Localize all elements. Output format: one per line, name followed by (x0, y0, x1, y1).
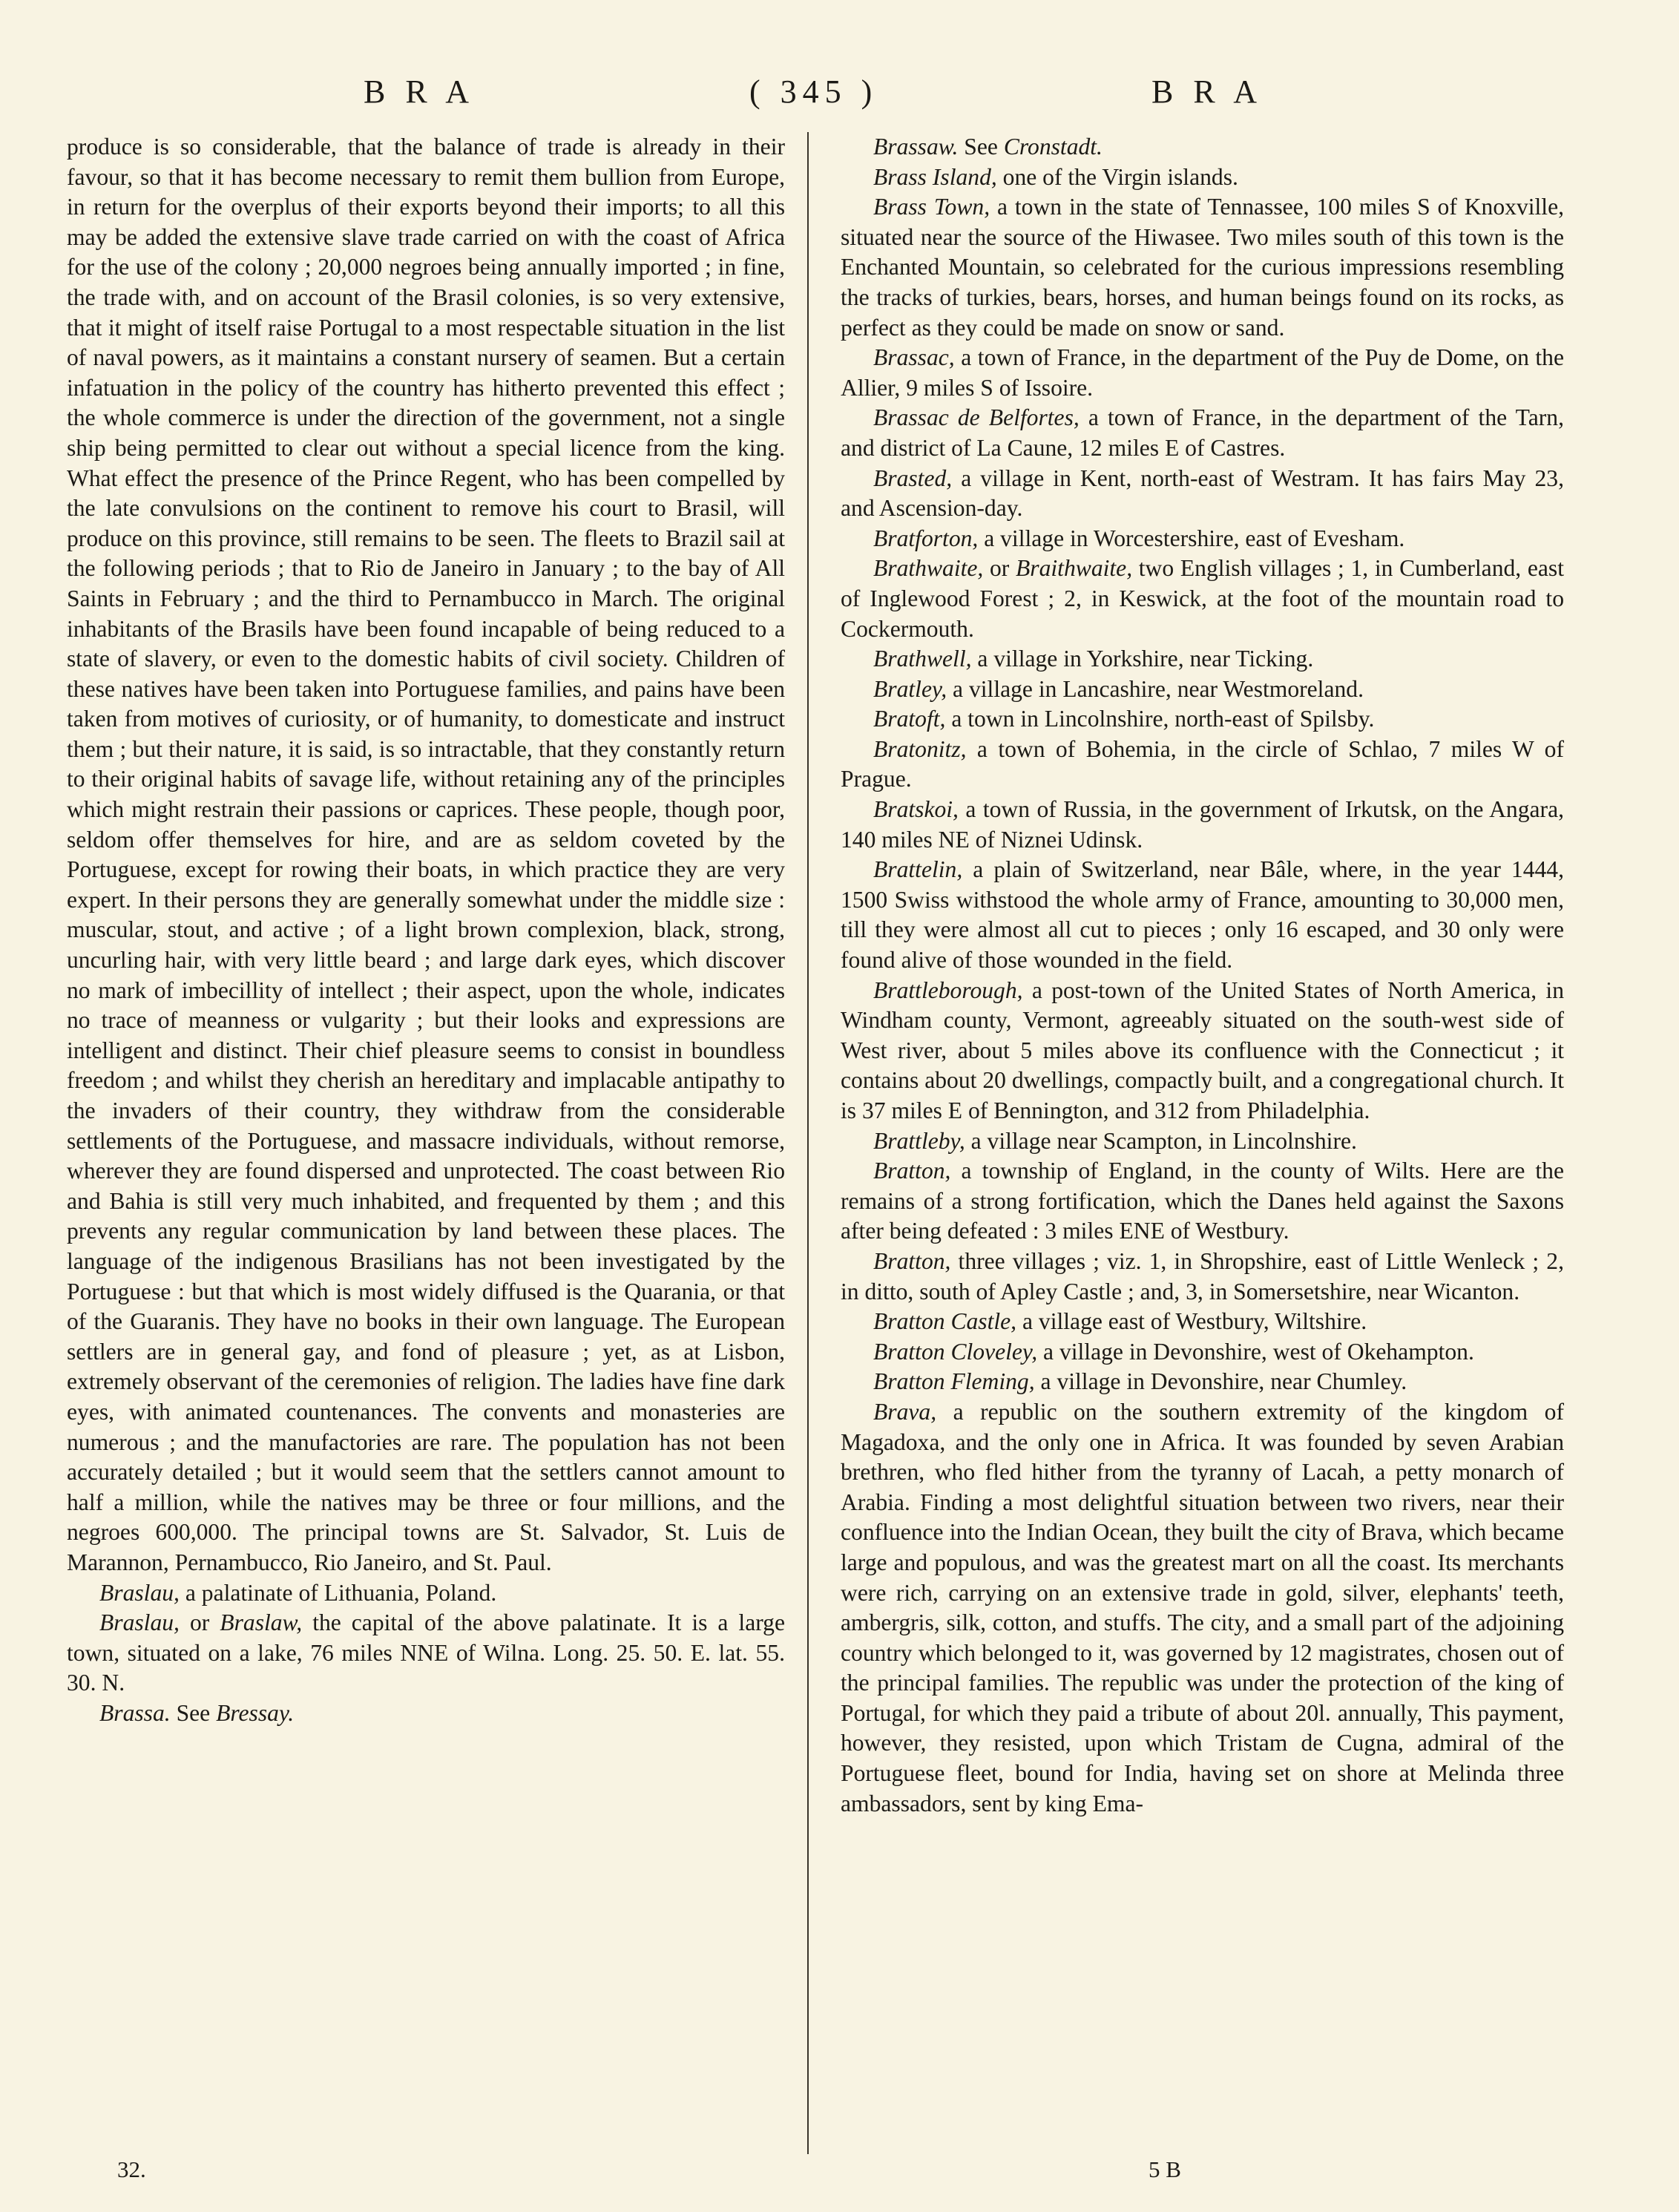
entry-text: a village east of Westbury, Wiltshire. (1016, 1308, 1367, 1335)
running-header (0, 73, 1679, 125)
entry-term: Brassac, (873, 344, 955, 371)
entry-term: Brava, (873, 1398, 937, 1425)
gazetteer-entry (67, 1608, 785, 1699)
signature-mark-left: 32. (117, 2156, 146, 2182)
entry-text: a post-town of the United States of North America, in Windham county, Vermont, agreeably situated on the south-west side of West river, about 5 miles above its confluence with the Connecticut ; it contains about 20 dwellings, compactly built, and a congregational church. It is 37 miles E of Bennington, and 312 from Philadelphia. (841, 977, 1564, 1123)
entry-text: a town of France, in the department of the Tarn, and district of La Caune, 12 miles E of Castres. (841, 404, 1564, 461)
entry-term: Bratoft, (873, 706, 946, 732)
entry-text: a village in Lancashire, near Westmoreland. (947, 675, 1364, 702)
entry-term: Brasted, (873, 465, 953, 491)
entry-term: Bratskoi, (873, 796, 959, 823)
entry-term-alt: Bressay. (216, 1699, 295, 1726)
entry-text: a republic on the southern extremity of the kingdom of Magadoxa, and the only one in Africa. It was founded by seven Arabian brethren, who fled hither from the tyranny of Lacah, a petty monarch of Arabia. Finding a most delightful situation between two rivers, near their confluence into the Indian Ocean, they built the city of Brava, which became large and populous, and was the greatest mart on all the coast. Its merchants were rich, carrying on an extensive trade in gold, silver, elephants' teeth, ambergris, silk, cotton, and stuffs. The city, and a small part of the adjoining country which belonged to it, was governed by 12 magistrates, chosen out of the principal families. The republic was under the protection of the king of Portugal, for which they paid a tribute of about 20l. annually, This payment, however, they resisted, upon which Tristam de Cugna, admiral of the Portuguese fleet, bound for India, having set on shore at Melinda three ambassadors, sent by king Ema- (841, 1398, 1564, 1816)
entry-term: Brass Island, (873, 163, 997, 190)
gazetteer-entry (841, 1397, 1564, 1819)
gazetteer-entry (841, 1247, 1564, 1307)
gazetteer-entry (841, 1307, 1564, 1337)
entry-text-cont: the capital of the above palatinate. It is a large town, situated on a lake, 76 miles NNE of Wilna. Long. 25. 50. E. lat. 55. 30. N. (67, 1609, 785, 1696)
entry-term: Braslau, (99, 1579, 180, 1606)
entry-text: a village in Worcestershire, east of Evesham. (978, 525, 1405, 551)
continued-paragraph (67, 132, 785, 1578)
entry-term: Brathwaite, (873, 555, 984, 582)
entry-text: a village in Kent, north-east of Westram. It has fairs May 23, and Ascension-day. (841, 465, 1564, 522)
entry-term: Brass Town, (873, 194, 990, 220)
gazetteer-entry (841, 855, 1564, 975)
entry-text: three villages ; viz. 1, in Shropshire, east of Little Wenleck ; 2, in ditto, south of Apley Castle ; and, 3, in Somersetshire, near Wicanton. (841, 1247, 1564, 1304)
paragraph-text: produce is so considerable, that the balance of trade is already in their favour, so that it has become necessary to remit them bullion from Europe, in return for the overplus of their exports beyond their imports; to all this may be added the extensive slave trade carried on with the coast of Africa for the use of the colony ; 20,000 negroes being annually imported ; in fine, the trade with, and on account of the Brasil colonies, is so very extensive, that it might of itself raise Portugal to a most respectable situation in the list of naval powers, as it maintains a constant nursery of seamen. But a certain infatuation in the policy of the country has hitherto prevented this effect ; the whole commerce is under the direction of the government, not a single ship being permitted to clear out without a special licence from the king. What effect the presence of the Prince Regent, who has been compelled by the late convulsions on the continent to remove his court to Brasil, will produce on this province, still remains to be seen. The fleets to Brazil sail at the following periods ; that to Rio de Janeiro in January ; to the bay of All Saints in February ; and the third to Pernambucco in March. The original inhabitants of the Brasils have been found incapable of being reduced to a state of slavery, or even to the domestic habits of civil society. Children of these natives have been taken into Portuguese families, and pains have been taken from motives of curiosity, or of humanity, to domesticate and instruct them ; but their nature, it is said, is so intractable, that they constantly return to their original habits of savage life, without retaining any of the principles which might restrain their passions or caprices. These people, though poor, seldom offer themselves for hire, and are as seldom coveted by the Portuguese, except for rowing their boats, in which practice they are very expert. In their persons they are generally somewhat under the middle size : muscular, stout, and active ; of a light brown complexion, black, strong, uncurling hair, with very little beard ; and large dark eyes, which discover no mark of imbecillity of intellect ; their aspect, upon the whole, indicates no trace of meanness or vulgarity ; but their looks and expressions are intelligent and distinct. Their chief pleasure seems to consist in boundless freedom ; and whilst they cherish an hereditary and implacable antipathy to the invaders of their country, they withdraw from the considerable settlements of the Portuguese, and massacre individuals, without remorse, wherever they are found dispersed and unprotected. The coast between Rio and Bahia is still very much inhabited, and frequented by them ; and this prevents any regular communication by land between these places. The language of the indigenous Brasilians has not been investigated by the Portuguese : but that which is most widely diffused is the Quarania, or that of the Guaranis. They have no books in their own language. The European settlers are in general gay, and fond of pleasure ; yet, as at Lisbon, extremely observant of the ceremonies of religion. The ladies have fine dark eyes, with animated countenances. The convents and monasteries are numerous ; and the manufactories are rare. The population has not been accurately detailed ; but it would seem that the settlers cannot amount to half a million, while the natives may be three or four millions, and the negroes 600,000. The principal towns are St. Salvador, St. Luis de Marannon, Pernambucco, Rio Janeiro, and St. Paul. (67, 134, 785, 1575)
right-column (841, 132, 1564, 1819)
entry-text: a village in Yorkshire, near Ticking. (971, 646, 1314, 672)
gazetteer-entry (841, 795, 1564, 855)
header-left-catchword: B R A (364, 73, 476, 110)
entry-term: Bratton, (873, 1158, 951, 1184)
gazetteer-entry (841, 192, 1564, 343)
entry-text: a township of England, in the county of Wilts. Here are the remains of a strong fortification, which the Danes held against the Saxons after being defeated : 3 miles ENE of Westbury. (841, 1158, 1564, 1244)
gazetteer-entry (841, 1156, 1564, 1247)
entry-term: Bratforton, (873, 525, 979, 551)
entry-term-alt: Braslaw, (220, 1609, 303, 1636)
gazetteer-entry (841, 1367, 1564, 1397)
gazetteer-entry (841, 524, 1564, 554)
entry-text: a palatinate of Lithuania, Poland. (179, 1579, 497, 1606)
gazetteer-entry (841, 464, 1564, 524)
entry-text: one of the Virgin islands. (996, 163, 1238, 190)
gazetteer-entry (841, 735, 1564, 795)
entry-term: Braslau, (99, 1609, 180, 1636)
gazetteer-entry (841, 132, 1564, 163)
gazetteer-entry (841, 704, 1564, 735)
entry-term: Brattleborough, (873, 977, 1023, 1003)
gazetteer-entry (841, 675, 1564, 705)
entry-term: Brassaw. (873, 134, 959, 160)
entry-term: Brassac de Belfortes, (873, 404, 1080, 431)
entry-text: or (983, 555, 1016, 582)
entry-text: a town of Bohemia, in the circle of Schlao, 7 miles W of Prague. (841, 735, 1564, 792)
entry-text: a village near Scampton, in Lincolnshire. (965, 1127, 1357, 1154)
entry-term: Brathwell, (873, 646, 972, 672)
gazetteer-entry (841, 163, 1564, 193)
entry-term-alt: Braithwaite, (1016, 555, 1133, 582)
entry-text: a town of France, in the department of the Puy de Dome, on the Allier, 9 miles S of Issoire. (841, 344, 1564, 401)
gazetteer-entry (841, 644, 1564, 675)
entry-term: Brattelin, (873, 856, 963, 883)
signature-mark-right: 5 B (1149, 2156, 1181, 2182)
entry-term: Bratton Fleming, (873, 1368, 1035, 1395)
entry-term: Bratley, (873, 675, 947, 702)
left-column (67, 132, 785, 1728)
entry-term: Brassa. (99, 1699, 171, 1726)
gazetteer-entry (841, 1337, 1564, 1368)
entry-text: a town in the state of Tennassee, 100 miles S of Knoxville, situated near the source of the Hiwasee. Two miles south of this town is the Enchanted Mountain, so celebrated for the curious impressions resembling the tracks of turkies, bears, horses, and human beings found on its rocks, as perfect as they could be made on snow or sand. (841, 194, 1564, 341)
gazetteer-entry (67, 1578, 785, 1609)
entry-text-cont: two English villages ; 1, in Cumberland, east of Inglewood Forest ; 2, in Keswick, at the foot of the mountain road to Cockermouth. (841, 555, 1564, 642)
gazetteer-entry (841, 343, 1564, 403)
entry-term: Bratton Cloveley, (873, 1338, 1038, 1365)
column-divider (807, 132, 809, 2154)
entry-text: See (958, 134, 1004, 160)
entry-text: a town of Russia, in the government of Irkutsk, on the Angara, 140 miles NE of Niznei Udinsk. (841, 796, 1564, 853)
entry-term: Brattleby, (873, 1127, 965, 1154)
gazetteer-entry (67, 1699, 785, 1729)
header-right-catchword: B R A (1151, 73, 1264, 110)
gazetteer-entry (841, 403, 1564, 463)
entry-term-alt: Cronstadt. (1003, 134, 1103, 160)
entry-text: See (170, 1699, 217, 1726)
entry-text: a plain of Switzerland, near Bâle, where, in the year 1444, 1500 Swiss withstood the whole army of France, amounting to 30,000 men, till they were almost all cut to pieces ; only 16 escaped, and 30 only were found alive of those wounded in the field. (841, 856, 1564, 974)
entry-term: Bratton, (873, 1247, 951, 1274)
gazetteer-entry (841, 1126, 1564, 1157)
entry-term: Bratton Castle, (873, 1308, 1017, 1335)
entry-text: a village in Devonshire, west of Okehampton. (1037, 1338, 1474, 1365)
gazetteer-entry (841, 976, 1564, 1126)
page-number: ( 345 ) (749, 73, 878, 110)
entry-text: or (179, 1609, 220, 1636)
gazetteer-entry (841, 554, 1564, 644)
entry-text: a village in Devonshire, near Chumley. (1034, 1368, 1407, 1395)
entry-text: a town in Lincolnshire, north-east of Spilsby. (945, 706, 1375, 732)
entry-term: Bratonitz, (873, 735, 967, 762)
